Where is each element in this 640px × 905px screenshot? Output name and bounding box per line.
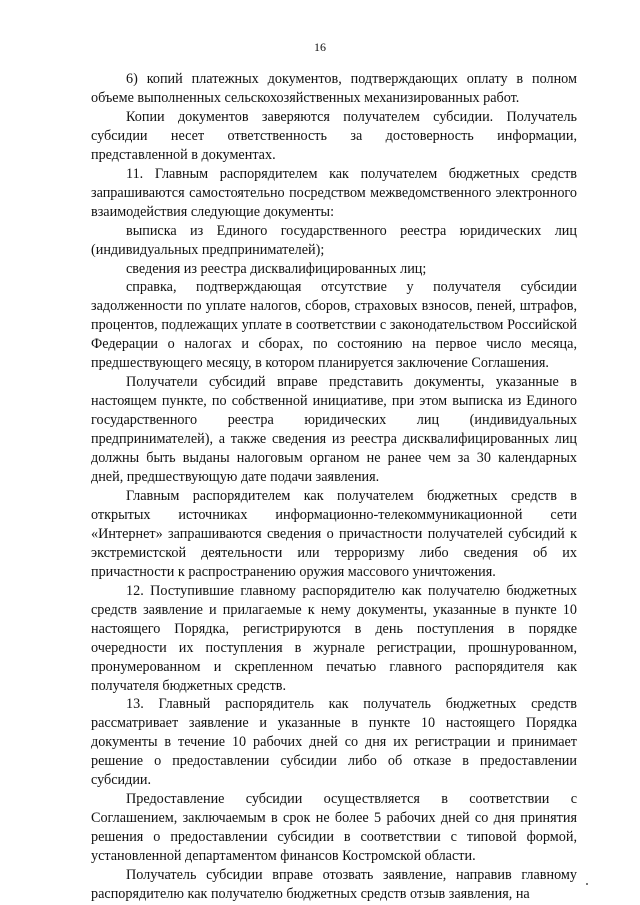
paragraph: 12. Поступившие главному распорядителю как получателю бюджетных средств заявление и прилагаемые к нему документы, указанные в пункте 10 настоящего Порядка, регистрируются в день поступления в порядке очередности их поступления в журнале регистрации, прошнурованном, пронумерованном и скрепленном печатью главного распорядителя как получателя бюджетных средств.: [91, 582, 577, 694]
paragraph: 6) копий платежных документов, подтверждающих оплату в полном объеме выполненных сельскохозяйственных механизированных работ.: [91, 71, 577, 106]
document-body: [91, 70, 577, 904]
paragraph: выписка из Единого государственного реестра юридических лиц (индивидуальных предпринимателей);: [91, 222, 577, 258]
paragraph: Получатель субсидии вправе отозвать заявление, направив главному распорядителю как получателю бюджетных средств отзыв заявления, на: [91, 867, 577, 902]
paragraph: сведения из реестра дисквалифицированных лиц;: [126, 260, 427, 277]
paragraph: Предоставление субсидии осуществляется в соответствии с Соглашением, заключаемым в срок не более 5 рабочих дней со дня принятия решения о предоставлении субсидии в соответствии с типовой формой, установленной департаментом финансов Костромской области.: [91, 791, 577, 865]
paragraph: Получатели субсидий вправе представить документы, указанные в настоящем пункте, по собственной инициативе, при этом выписка из Единого государственного реестра юридических лиц (индивидуальных предпринимателей), а также сведения из реестра дисквалифицированных лиц должны быть выданы налоговым органом не ранее чем за 30 календарных дней, предшествующую дате подачи заявления.: [91, 374, 577, 486]
paragraph: 13. Главный распорядитель как получатель бюджетных средств рассматривает заявление и указанные в пункте 10 настоящего Порядка документы в течение 10 рабочих дней со дня их регистрации и принимает решение о предоставлении субсидии либо об отказе в предоставлении субсидии.: [91, 696, 577, 789]
page-number: 16: [314, 40, 326, 54]
paragraph: 11. Главным распорядителем как получателем бюджетных средств запрашиваются самостоятельно посредством межведомственного электронного взаимодействия следующие документы:: [91, 165, 577, 220]
paragraph: Главным распорядителем как получателем бюджетных средств в открытых источниках информационно-телекоммуникационной сети «Интернет» запрашиваются сведения о причастности получателей субсидий к экстремистской деятельности или терроризму либо сведения об их причастности к распространению оружия массового уничтожения.: [91, 487, 577, 580]
paragraph: Копии документов заверяются получателем субсидии. Получатель субсидии несет ответственность за достоверность информации, представленной в документах.: [91, 108, 577, 163]
paragraph: справка, подтверждающая отсутствие у получателя субсидии задолженности по уплате налогов, сборов, страховых взносов, пеней, штрафов, процентов, подлежащих уплате в соответствии с законодательством Российской Федерации о налогах и сборах, по состоянию на первое число месяца, предшествующего месяцу, в котором планируется заключение Соглашения.: [91, 279, 577, 372]
scan-speck: [586, 883, 588, 885]
